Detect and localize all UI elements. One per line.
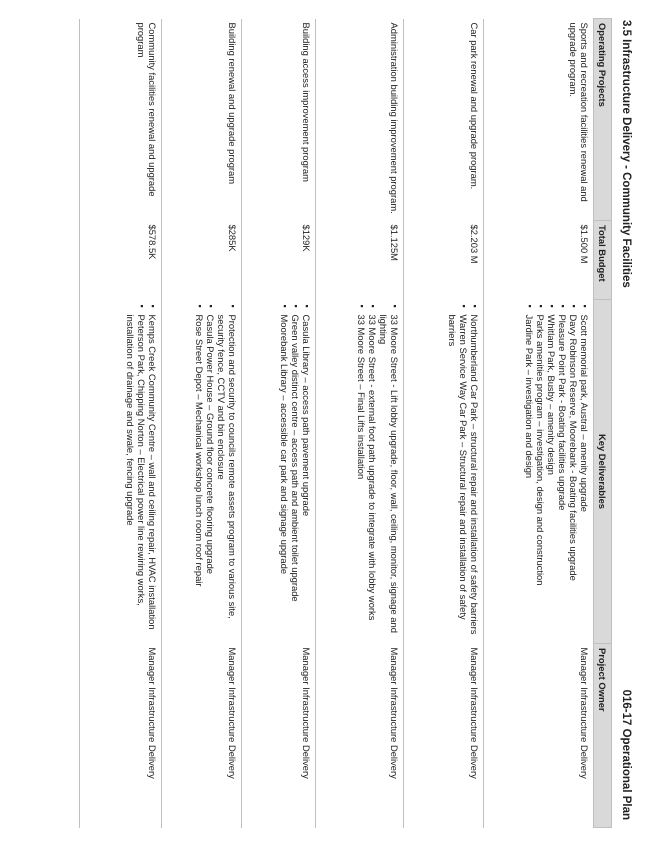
section-title: 3.5 Infrastructure Delivery - Community Facilities [620,20,632,288]
deliverable-item: ▪ Whitlam Park, Busby – amenity design [546,315,557,640]
budget-cell: $2.203 M [404,221,484,300]
project-name-cell: Community facilities renewal and upgrade program [80,19,162,221]
deliverable-item: ▪ 33 Moore Street - external foot path upgrade to integrate with lobby works [367,315,378,640]
deliverables-cell [80,300,162,644]
table-row [242,19,316,828]
deliverables-list [447,304,480,640]
column-header-budget: Total Budget [594,221,612,300]
deliverable-item: ▪ Casula Library – access path pavement upgrade [301,315,312,640]
deliverable-item: ▪ Pleasure Point Park - Boating facilities upgrade [557,315,568,640]
table-row [484,19,594,828]
deliverable-item: ▪ Scott memorial park, Austral – amenity upgrade [579,315,590,640]
deliverables-list [194,304,238,640]
deliverable-item: ▪ Protection and security to councils remote assets program to various site, security fence, CCTV and bin enclosure [216,315,238,640]
project-owner-cell: Manager Infrastructure Delivery [80,644,162,828]
deliverable-item: ▪ Jardine Park – investigation and design [524,315,535,640]
table-row [316,19,404,828]
budget-cell: $1.125M [316,221,404,300]
deliverables-list [279,304,312,640]
deliverable-item: ▪ Parks amenities program – investigation, design and construction [535,315,546,640]
deliverable-item: ▪ Kemps Creek Community Centre – wall and ceiling repair, HVAC installation [147,315,158,640]
project-name-cell: Sports and recreation facilities renewal and upgrade program. [484,19,594,221]
infrastructure-table [79,18,612,828]
deliverables-cell [162,300,242,644]
deliverable-item: ▪ Warren Service Way Car Park – Structural repair and installation of safety barriers [447,315,469,640]
table-row [162,19,242,828]
project-name-cell: Administration building improvement program. [316,19,404,221]
deliverables-cell [404,300,484,644]
project-owner-cell: Manager Infrastructure Delivery [484,644,594,828]
budget-cell: $129K [242,221,316,300]
deliverable-item: ▪ Northumberland Car Park – structural repair and installation of safety barriers [469,315,480,640]
table-row [404,19,484,828]
column-header-owner: Project Owner [594,644,612,828]
project-owner-cell: Manager Infrastructure Delivery [242,644,316,828]
column-header-deliverables: Key Deliverables [594,300,612,644]
project-owner-cell: Manager Infrastructure Delivery [162,644,242,828]
deliverable-item: ▪ Green valley distinct centre – access path and ambient toilet upgrade [290,315,301,640]
budget-cell: $578.5K [80,221,162,300]
deliverable-item: ▪ Peterson Park, Chipping Norton – Electrical power line rewiring works, installation of drainage and swale, fencing upgrade [125,315,147,640]
deliverables-list [524,304,590,640]
deliverables-cell [316,300,404,644]
deliverable-item: ▪ Davy Robinson Reserve, Moorebank - Boating facilities upgrade [568,315,579,640]
deliverables-cell [242,300,316,644]
project-owner-cell: Manager Infrastructure Delivery [404,644,484,828]
deliverables-list [356,304,400,640]
deliverables-cell [484,300,594,644]
deliverable-item: ▪ 33 Moore Street - Lift lobby upgrade, floor, wall, ceiling, monitor, signage and lighting [378,315,400,640]
budget-cell: $285K [162,221,242,300]
plan-title: 016-17 Operational Plan [620,689,632,820]
table-row [80,19,162,828]
project-owner-cell: Manager Infrastructure Delivery [316,644,404,828]
deliverables-list [125,304,158,640]
table-header-row [594,19,612,828]
column-header-project: Operating Projects [594,19,612,221]
project-name-cell: Car park renewal and upgrade program. [404,19,484,221]
project-name-cell: Building access improvement program [242,19,316,221]
deliverable-item: ▪ Casula Power House – Ground floor concrete flooring upgrade [205,315,216,640]
deliverable-item: ▪ 33 Moore Street – Final Lifts installation [356,315,367,640]
budget-cell: $1.500 M [484,221,594,300]
deliverable-item: ▪ Moorebank Library – accessible car park and signage upgrade [279,315,290,640]
project-name-cell: Building renewal and upgrade program [162,19,242,221]
deliverable-item: ▪ Rose Street Depot – Mechanical workshop lunch room roof repair [194,315,205,640]
